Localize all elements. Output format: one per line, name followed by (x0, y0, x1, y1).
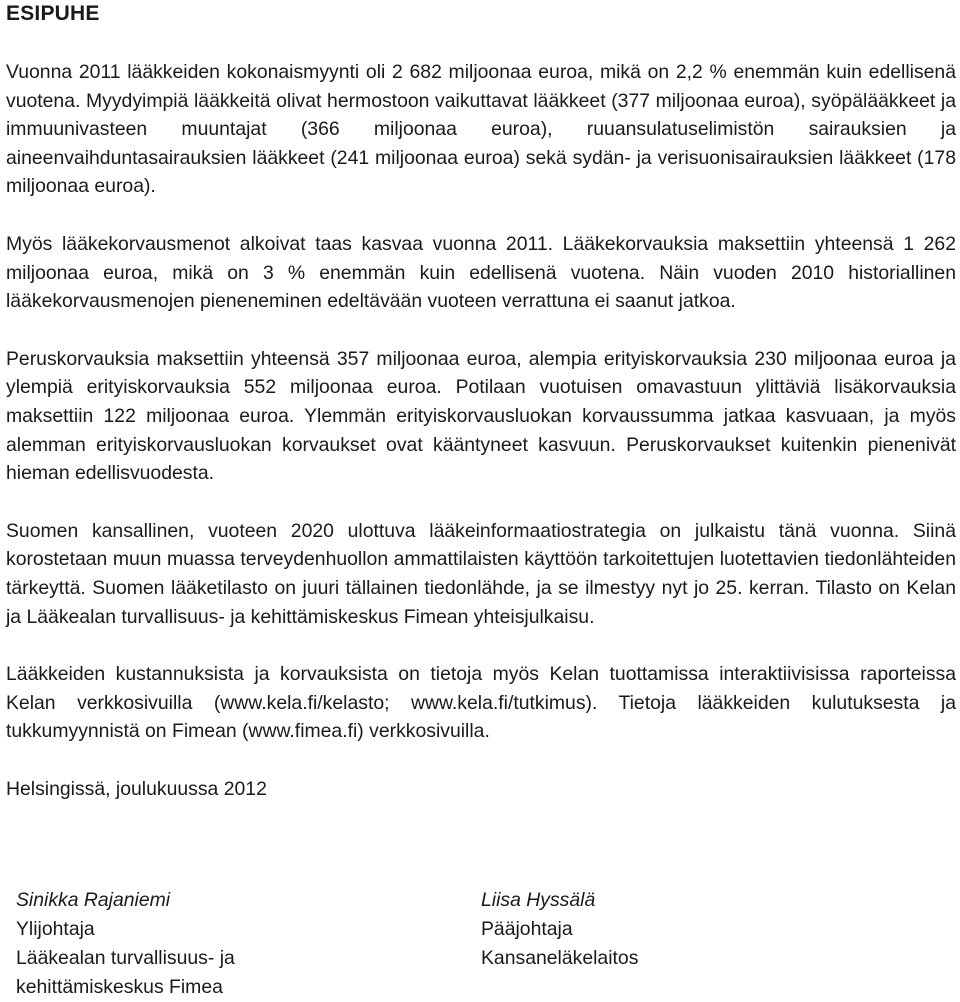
signatory-title: Ylijohtaja (16, 918, 95, 940)
page-title: ESIPUHE (6, 2, 100, 25)
paragraph-reimbursement-categories: Peruskorvauksia maksettiin yhteensä 357 miljoonaa euroa, alempia erityiskorvauksia 230 miljoonaa euroa ja ylempiä erityiskorvauksia 552 miljoonaa euroa. Potilaan vuotuisen omavastuun ylittäviä lisäkorvauksia maksettiin 122 miljoonaa euroa. Ylemmän erityiskorvausluokan korvaussumma jatkaa kasvuaan, ja myös alemman erityiskorvausluokan korvaukset ovat kääntyneet kasvuun. Peruskorvaukset kuitenkin pienenivät hieman edellisvuodesta. (6, 347, 956, 485)
paragraph-online-sources: Lääkkeiden kustannuksista ja korvauksista on tietoja myös Kelan tuottamissa interaktiivisissa raporteissa Kelan verkkosivuilla (www.kela.fi/kelasto; www.kela.fi/tutkimus). Tietoja lääkkeiden kulutuksesta ja tukkumyynnistä on Fimean (www.fimea.fi) verkkosivuilla. (6, 663, 956, 743)
signatory-organization: Kansaneläkelaitos (481, 947, 639, 969)
paragraph-sales: Vuonna 2011 lääkkeiden kokonaismyynti oli 2 682 miljoonaa euroa, mikä on 2,2 % enemmän kuin edellisenä vuotena. Myydyimpiä lääkkeitä olivat hermostoon vaikuttavat lääkkeet (377 miljoonaa euroa), syöpälääkkeet ja immuunivasteen muuntajat (366 miljoonaa euroa), ruuansulatuselimistön sairauksien ja aineenvaihduntasairauksien lääkkeet (241 miljoonaa euroa) sekä sydän- ja verisuonisairauksien lääkkeet (178 miljoonaa euroa). (6, 61, 956, 198)
signature-left (16, 886, 235, 1002)
signatory-organization-cont: kehittämiskeskus Fimea (16, 976, 223, 998)
signatory-name: Liisa Hyssälä (481, 889, 596, 911)
preface-body (6, 58, 956, 803)
signatory-organization: Lääkealan turvallisuus- ja (16, 947, 235, 969)
paragraph-information-strategy: Suomen kansallinen, vuoteen 2020 ulottuva lääkeinformaatiostrategia on julkaistu tänä vuonna. Siinä korostetaan muun muassa terveydenhuollon ammattilaisten käyttöön tarkoitettujen luotettavien tiedonlähteiden tärkeyttä. Suomen lääketilasto on juuri tällainen tiedonlähde, ja se ilmestyy nyt jo 25. kerran. Tilasto on Kelan ja Lääkealan turvallisuus- ja kehittämiskeskus Fimean yhteisjulkaisu. (6, 519, 956, 628)
paragraph-reimbursement-costs: Myös lääkekorvausmenot alkoivat taas kasvaa vuonna 2011. Lääkekorvauksia maksettiin yhteensä 1 262 miljoonaa euroa, mikä on 3 % enemmän kuin edellisenä vuotena. Näin vuoden 2010 historiallinen lääkekorvausmenojen pieneneminen edeltävään vuoteen verrattuna ei saanut jatkoa. (6, 232, 956, 313)
signatory-name: Sinikka Rajaniemi (16, 889, 171, 911)
place-and-date: Helsingissä, joulukuussa 2012 (6, 777, 267, 800)
signature-right (481, 886, 638, 973)
signatory-title: Pääjohtaja (481, 918, 573, 940)
preface-page (6, 0, 956, 803)
